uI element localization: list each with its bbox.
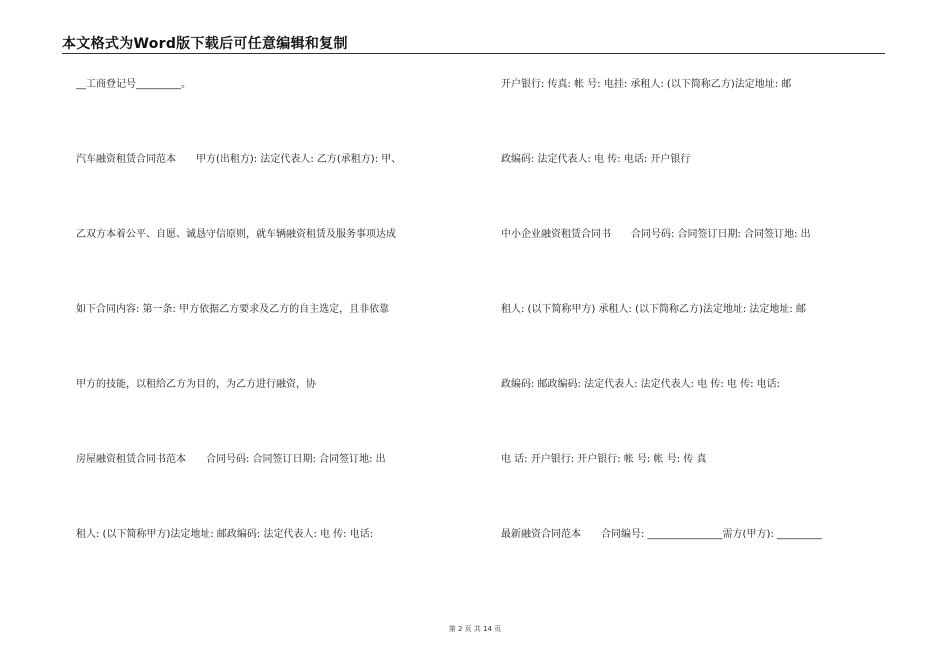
- right-line-5: 政编码: 邮政编码: 法定代表人: 法定代表人: 电 传: 电 传: 电话:: [501, 379, 781, 390]
- right-line-7: 最新融资合同范本 合同编号: _______________需方(甲方): _________: [501, 529, 822, 540]
- left-line-4: 如下合同内容: 第一条: 甲方依据乙方要求及乙方的自主选定，且非依靠: [76, 304, 390, 315]
- right-line-2: 政编码: 法定代表人: 电 传: 电话: 开户银行: [501, 154, 691, 165]
- page-number-footer: 第 2 页 共 14 页: [448, 625, 502, 633]
- right-line-3: 中小企业融资租赁合同书 合同号码: 合同签订日期: 合同签订地: 出: [501, 229, 811, 240]
- left-line-1: __工商登记号_________。: [76, 79, 191, 90]
- document-header-title: 本文格式为Word版下载后可任意编辑和复制: [62, 36, 348, 52]
- left-line-3: 乙双方本着公平、自愿、诚恳守信原则，就车辆融资租赁及服务事项达成: [76, 229, 396, 240]
- left-line-7: 租人: (以下简称甲方)法定地址: 邮政编码: 法定代表人: 电 传: 电话:: [76, 529, 374, 540]
- left-line-5: 甲方的技能，以租给乙方为目的，为乙方进行融资，协: [76, 379, 316, 390]
- right-line-1: 开户银行: 传真: 帐 号: 电挂: 承租人: (以下简称乙方)法定地址: 邮: [501, 79, 792, 90]
- left-line-2: 汽车融资租赁合同范本 甲方(出租方): 法定代表人: 乙方(承租方): 甲、: [76, 154, 402, 165]
- left-line-6: 房屋融资租赁合同书范本 合同号码: 合同签订日期: 合同签订地: 出: [76, 454, 386, 465]
- right-line-4: 租人: (以下简称甲方) 承租人: (以下简称乙方)法定地址: 法定地址: 邮: [501, 304, 806, 315]
- right-line-6: 电 话: 开户银行: 开户银行: 帐 号: 帐 号: 传 真: [501, 454, 707, 465]
- header-divider: [62, 53, 885, 54]
